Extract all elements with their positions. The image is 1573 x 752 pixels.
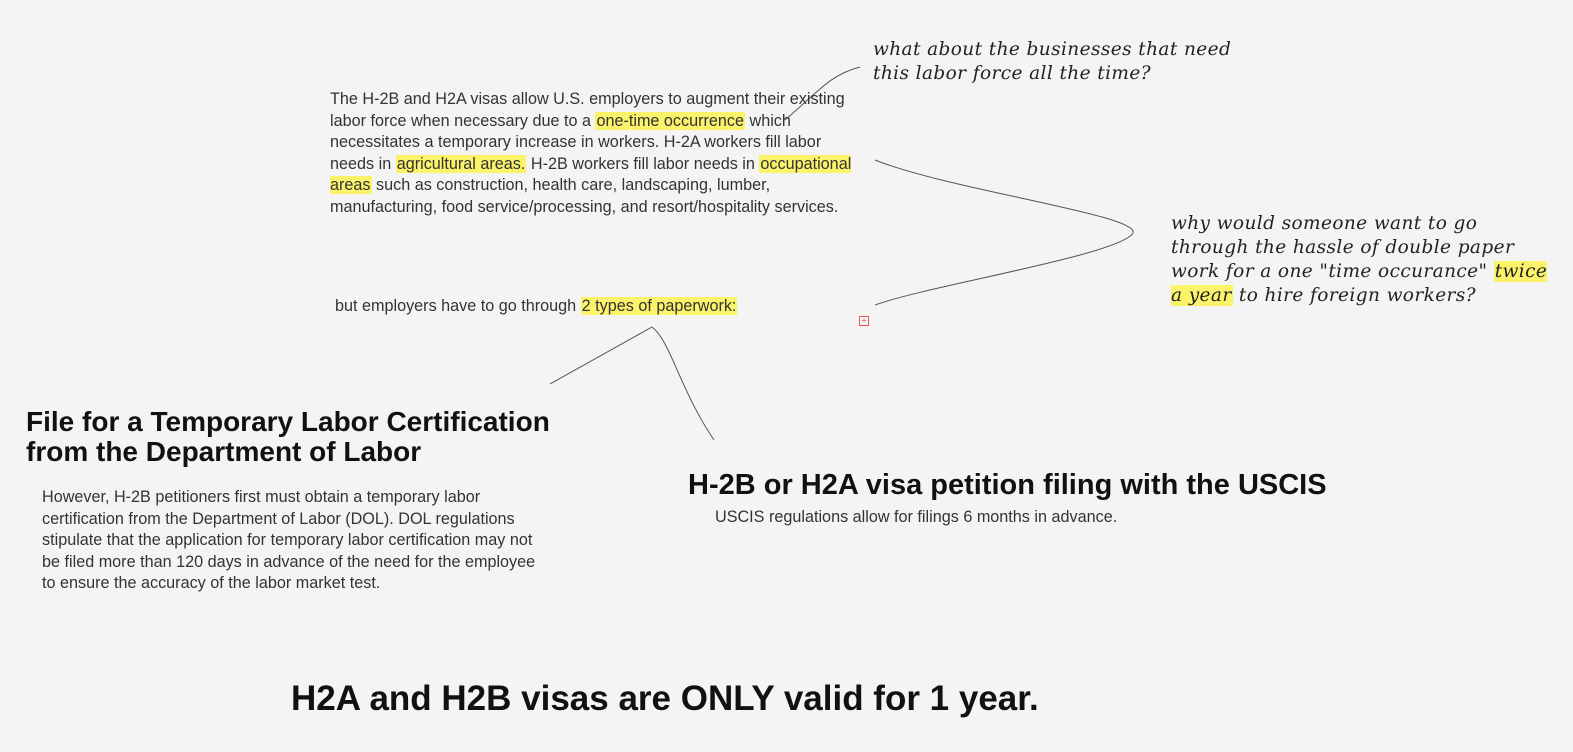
dol-section xyxy=(26,407,626,467)
uscis-body: USCIS regulations allow for filings 6 months in advance. xyxy=(715,508,1118,526)
intro-paragraph xyxy=(330,89,865,219)
highlight-twice-a-year: twice a year xyxy=(1171,261,1548,306)
paperwork-prefix: but employers have to go through xyxy=(335,297,581,315)
intro-text-3: H-2B workers fill labor needs in xyxy=(526,154,760,173)
uscis-body-block xyxy=(715,507,1315,529)
dol-body-block xyxy=(42,487,547,595)
intro-text-4: such as construction, health care, landscaping, lumber, manufacturing, food service/processing, and resort/hospitality services. xyxy=(330,176,839,216)
conclusion-block xyxy=(291,679,1191,719)
highlight-two-types-paperwork: 2 types of paperwork: xyxy=(581,297,737,315)
conclusion-heading: H2A and H2B visas are ONLY valid for 1 year. xyxy=(291,679,1039,718)
note-2-text-1: why would someone want to go through the hassle of double paper work for a one "time occurance" xyxy=(1171,213,1515,282)
dol-body: However, H-2B petitioners first must obtain a temporary labor certification from the Department of Labor (DOL). DOL regulations stipulate that the application for temporary labor certification may not be filed more than 120 days in advance of the need for the employee to ensure the accuracy of the labor market test. xyxy=(42,488,536,593)
expand-marker-icon[interactable]: + xyxy=(859,316,869,326)
connector-note2-top xyxy=(875,160,1133,233)
highlight-one-time-occurrence: one-time occurrence xyxy=(596,111,745,130)
highlight-occupational-areas: occupational areas xyxy=(330,154,852,195)
connector-branch-left xyxy=(550,327,652,384)
note-2-text-2: to hire foreign workers? xyxy=(1232,285,1476,306)
handwritten-note-2 xyxy=(1171,212,1556,308)
highlight-agricultural-areas: agricultural areas. xyxy=(396,154,526,173)
connector-note2-bottom xyxy=(875,233,1133,305)
connector-branch-right xyxy=(652,327,714,440)
paperwork-line xyxy=(335,296,855,318)
handwritten-note-1 xyxy=(873,38,1233,86)
intro-text-1: The H-2B and H2A visas allow U.S. employers to augment their existing labor force when necessary due to a xyxy=(330,90,845,130)
dol-title: File for a Temporary Labor Certification from the Department of Labor xyxy=(26,406,550,467)
intro-text-2: which necessitates a temporary increase in workers. H-2A workers fill labor needs in xyxy=(330,111,822,173)
uscis-section xyxy=(688,469,1388,501)
note-1-text: what about the businesses that need this labor force all the time? xyxy=(873,39,1232,84)
uscis-title: H-2B or H2A visa petition filing with the USCIS xyxy=(688,469,1327,501)
